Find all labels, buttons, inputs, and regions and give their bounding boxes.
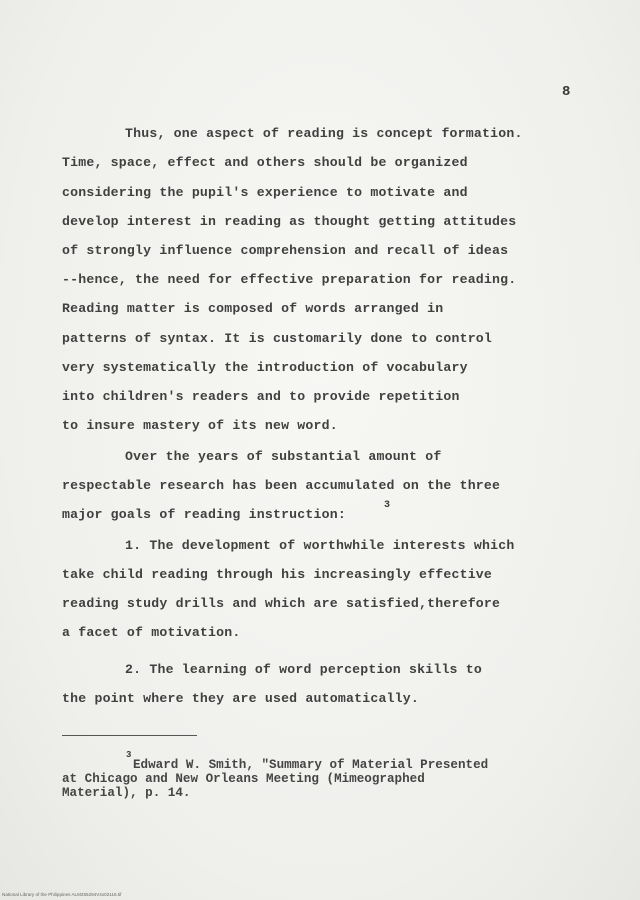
footnote-marker: 3 <box>126 750 132 760</box>
body-line: develop interest in reading as thought getting attitudes <box>62 214 517 229</box>
body-line: Time, space, effect and others should be organized <box>62 155 468 170</box>
footnote-line: Edward W. Smith, "Summary of Material Presented <box>133 758 489 772</box>
list-item-2: 2. The learning of word perception skills to <box>125 662 483 677</box>
body-line: Over the years of substantial amount of <box>125 449 442 464</box>
body-line: a facet of motivation. <box>62 625 241 640</box>
body-line: of strongly influence comprehension and recall of ideas <box>62 243 509 258</box>
archive-footer: National Library of the Philippines ALM255294V4x02116.tif <box>2 892 122 897</box>
body-line: to insure mastery of its new word. <box>62 418 338 433</box>
footnote-reference: 3 <box>384 500 391 511</box>
body-line: --hence, the need for effective preparation for reading. <box>62 272 517 287</box>
body-line: Reading matter is composed of words arranged in <box>62 301 444 316</box>
footnote-line: at Chicago and New Orleans Meeting (Mimeographed <box>62 772 425 786</box>
body-line: into children's readers and to provide repetition <box>62 389 460 404</box>
body-line: major goals of reading instruction: <box>62 507 346 522</box>
page-number: 8 <box>562 84 571 100</box>
body-line: reading study drills and which are satisfied,therefore <box>62 596 501 611</box>
footnote-divider <box>62 735 197 736</box>
body-line: take child reading through his increasingly effective <box>62 567 493 582</box>
body-line: the point where they are used automatically. <box>62 691 420 706</box>
body-line: Thus, one aspect of reading is concept formation. <box>125 126 523 141</box>
list-item-1: 1. The development of worthwhile interests which <box>125 538 515 553</box>
footnote-line: Material), p. 14. <box>62 786 191 800</box>
body-line: very systematically the introduction of vocabulary <box>62 360 468 375</box>
body-line: respectable research has been accumulated on the three <box>62 478 501 493</box>
body-line: patterns of syntax. It is customarily done to control <box>62 331 493 346</box>
body-line: considering the pupil's experience to motivate and <box>62 185 468 200</box>
